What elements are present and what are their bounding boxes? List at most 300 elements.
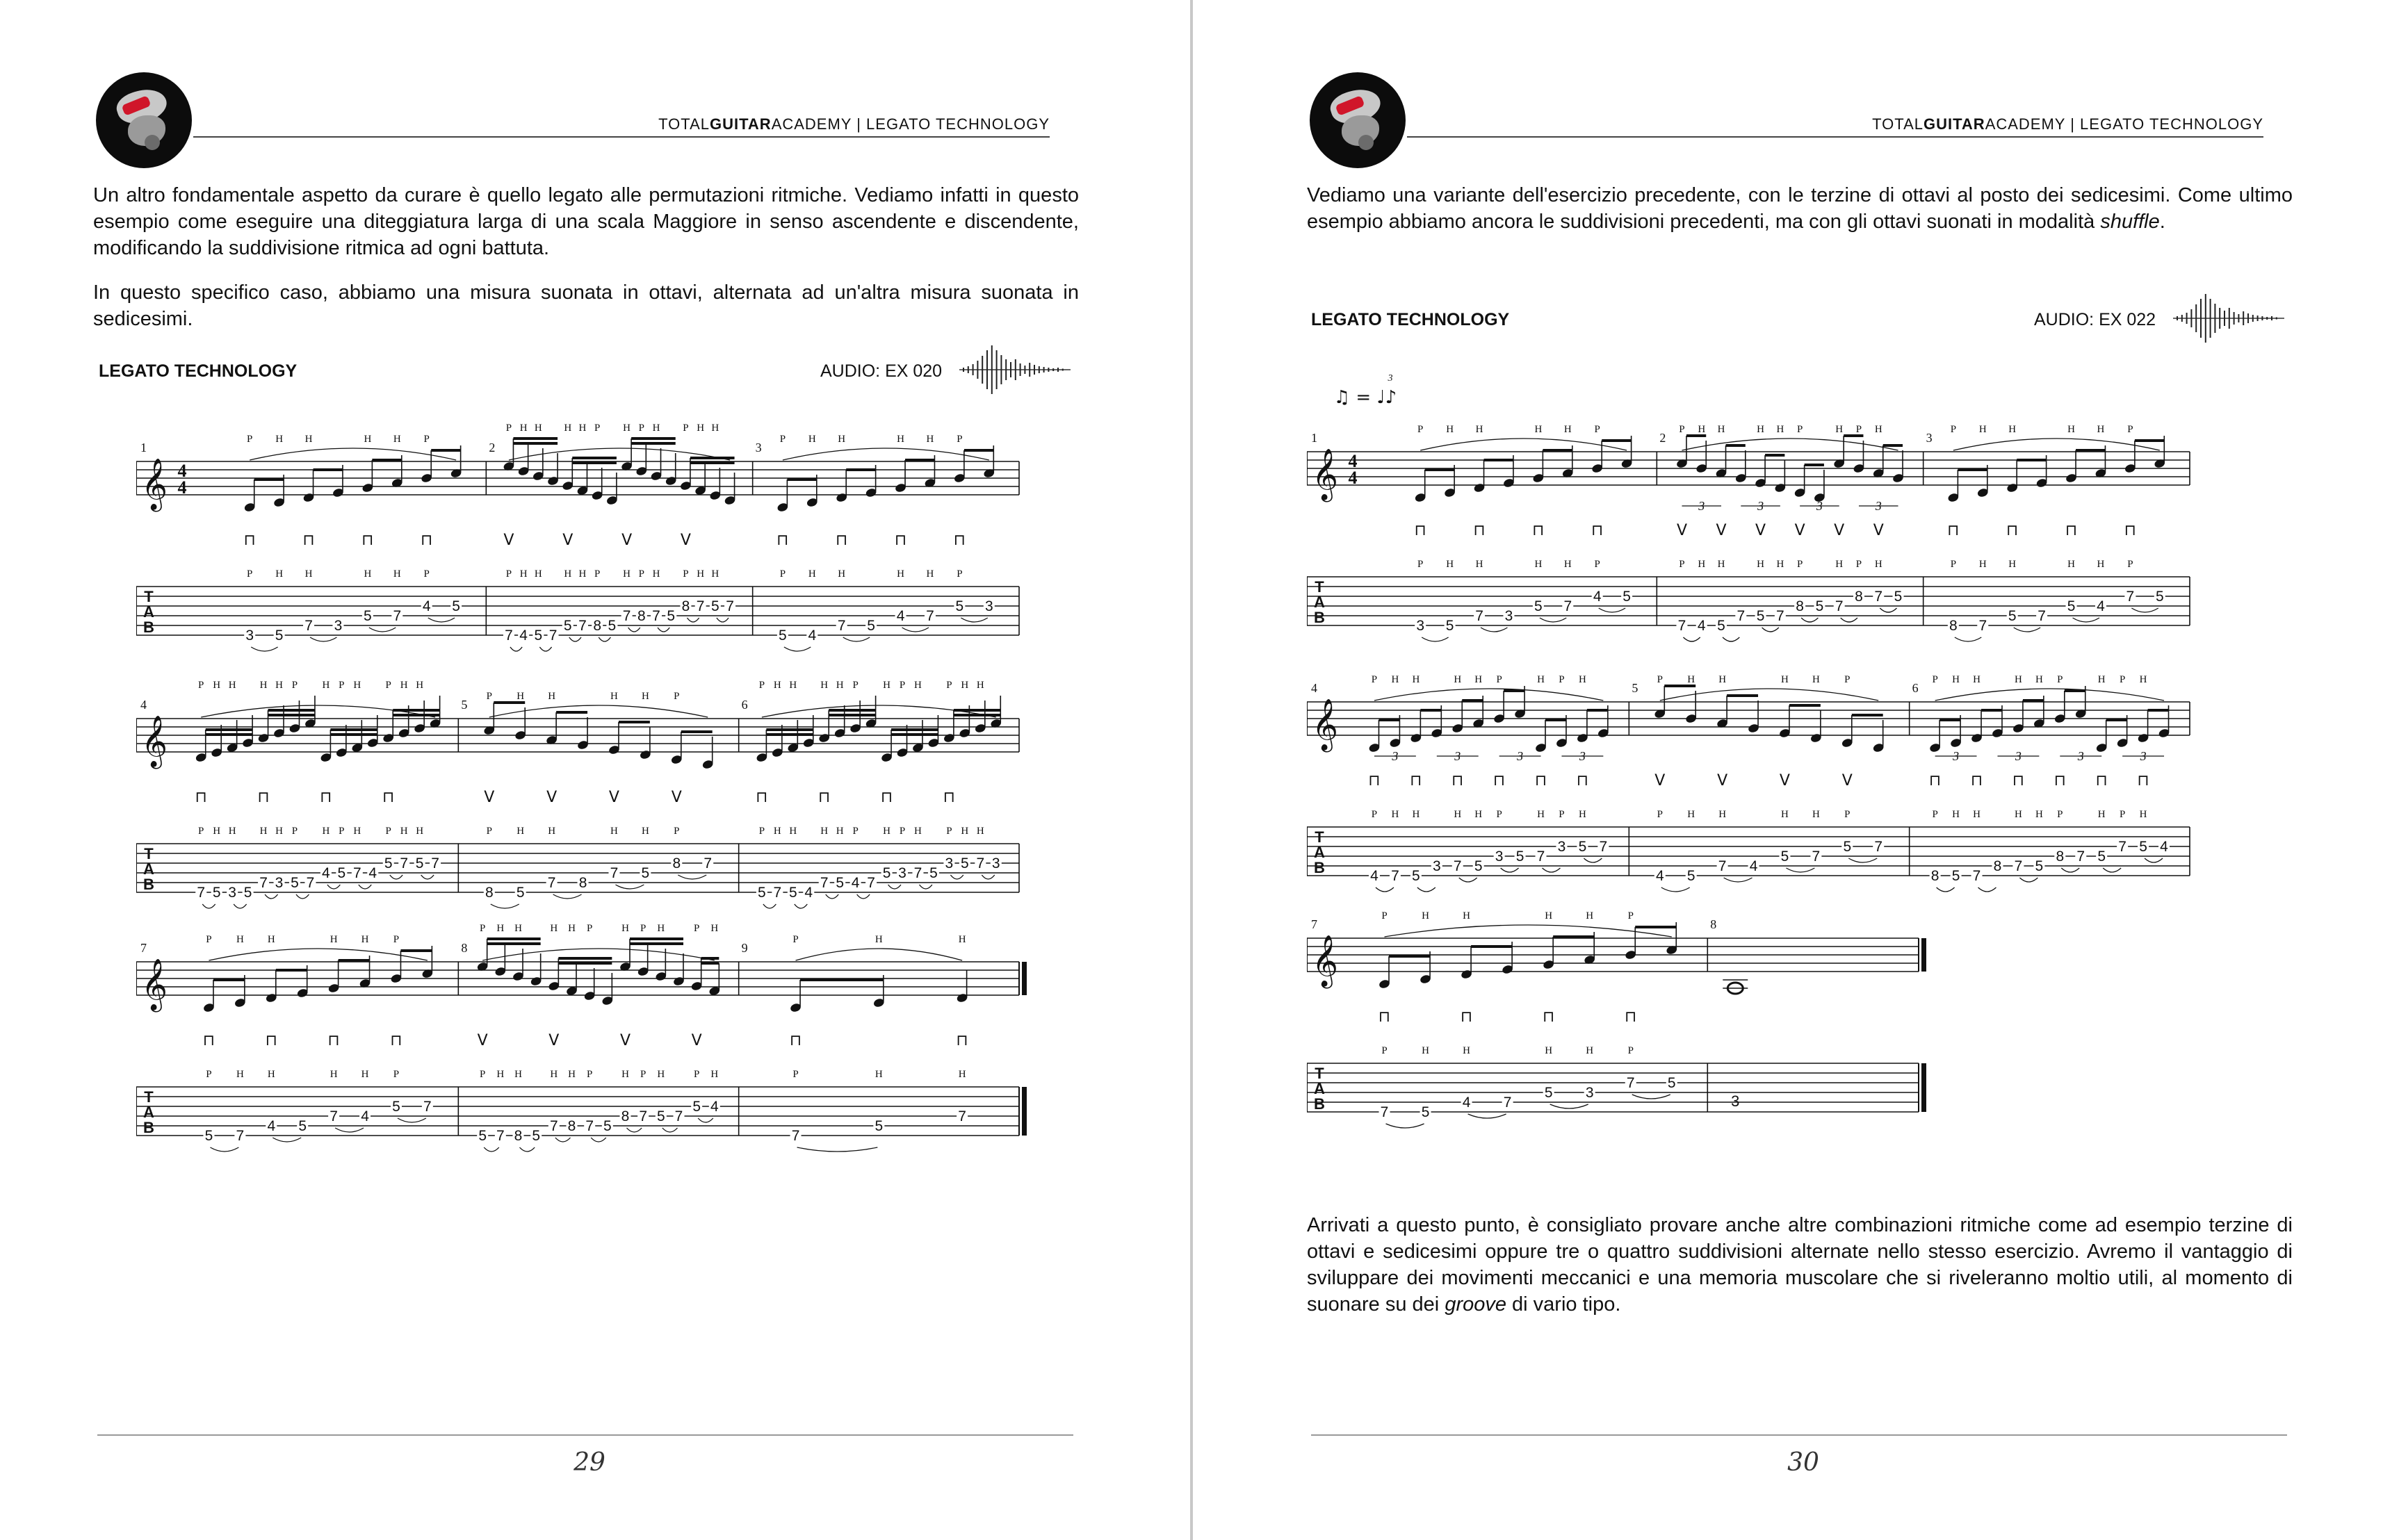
pick-stroke: ⊓: [390, 1032, 402, 1049]
legato-mark: H: [568, 923, 576, 934]
legato-mark: H: [1412, 809, 1420, 820]
legato-mark: H: [836, 680, 844, 691]
slur: [2103, 868, 2121, 872]
legato-mark: H: [2008, 424, 2017, 435]
slur: [398, 1118, 426, 1122]
legato-mark: H: [2097, 809, 2106, 820]
pick-stroke: V: [1716, 522, 1727, 539]
tab-fret-number: 7: [1391, 868, 1399, 884]
measure-number: 8: [461, 941, 468, 955]
legato-mark: P: [1496, 809, 1502, 820]
legato-mark: P: [1932, 674, 1938, 685]
legato-mark: H: [322, 826, 330, 837]
pick-stroke: ⊓: [2012, 772, 2025, 789]
legato-mark: P: [505, 423, 512, 434]
tab-fret-number: 5: [1815, 598, 1824, 614]
legato-mark: H: [1812, 674, 1820, 685]
tab-fret-number: 7: [2118, 839, 2126, 855]
legato-mark: H: [1537, 674, 1545, 685]
legato-mark: H: [1563, 424, 1572, 435]
slur: [520, 1147, 535, 1152]
legato-mark: H: [1586, 1045, 1594, 1056]
legato-mark: P: [339, 680, 345, 691]
legato-mark: H: [914, 680, 922, 691]
tab-fret-number: 7: [578, 618, 587, 634]
legato-mark: H: [883, 826, 890, 837]
legato-mark: H: [1475, 424, 1483, 435]
legato-mark: H: [517, 691, 525, 702]
legato-mark: P: [640, 923, 646, 934]
legato-mark: P: [1950, 559, 1957, 570]
header-rule: [1407, 136, 2263, 138]
legato-mark: P: [899, 826, 906, 837]
tab-fret-number: 7: [1874, 589, 1883, 605]
example-title: LEGATO TECHNOLOGY: [1311, 310, 1510, 329]
legato-mark: P: [1417, 559, 1424, 570]
slur: [919, 885, 932, 889]
slur: [369, 628, 396, 632]
legato-mark: H: [1973, 809, 1981, 820]
pick-stroke: ⊓: [2124, 522, 2136, 539]
legato-mark: P: [479, 1069, 486, 1080]
legato-mark: H: [1474, 809, 1483, 820]
tab-fret-number: 8: [1855, 589, 1863, 605]
treble-clef: 𝄞: [1312, 449, 1338, 500]
tab-fret-number: 4: [422, 598, 431, 614]
legato-mark: H: [519, 423, 528, 434]
legato-mark: H: [1718, 674, 1727, 685]
legato-mark: H: [1781, 674, 1789, 685]
phrase-slur: [1953, 439, 2160, 450]
legato-mark: P: [957, 434, 963, 445]
pick-stroke: ⊓: [421, 532, 433, 549]
legato-mark: P: [393, 934, 400, 945]
legato-mark: H: [228, 826, 236, 837]
legato-mark: H: [228, 680, 236, 691]
legato-mark: H: [838, 434, 846, 445]
tab-fret-number: 5: [516, 885, 525, 901]
tab-fret-number: 7: [791, 1128, 800, 1144]
pick-stroke: V: [691, 1032, 702, 1049]
legato-mark: H: [564, 423, 572, 434]
running-header: TOTALGUITARACADEMY | LEGATO TECHNOLOGY: [658, 115, 1050, 133]
slur: [784, 647, 811, 651]
legato-mark: H: [1698, 424, 1706, 435]
legato-mark: P: [291, 680, 298, 691]
tab-fret-number: 7: [1536, 849, 1545, 865]
tab-fret-number: 5: [2139, 839, 2147, 855]
tab-fret-number: 5: [337, 865, 346, 881]
legato-mark: H: [1563, 559, 1572, 570]
tab-fret-number: 5: [384, 855, 393, 871]
tab-fret-number: 4: [1593, 589, 1602, 605]
slur: [1481, 628, 1507, 632]
time-signature-top: 4: [177, 461, 187, 481]
legato-mark: H: [364, 568, 372, 580]
legato-mark: P: [946, 826, 952, 837]
tab-fret-number: 7: [259, 875, 268, 891]
legato-mark: H: [1978, 424, 1987, 435]
tab-fret-number: 4: [368, 865, 377, 881]
left-page: [0, 0, 1190, 1540]
slur: [1848, 858, 1877, 862]
audio-waveform-icon[interactable]: [2173, 292, 2284, 345]
tab-fret-number: 5: [1894, 589, 1903, 605]
legato-mark: H: [1776, 559, 1784, 570]
pick-stroke: ⊓: [1532, 522, 1545, 539]
slur: [428, 618, 455, 622]
legato-mark: H: [1422, 910, 1429, 921]
legato-mark: H: [1835, 559, 1844, 570]
pick-stroke: ⊓: [1625, 1008, 1637, 1026]
final-barline: [1921, 1063, 1926, 1112]
slur: [553, 894, 582, 899]
paragraph-detail: In questo specifico caso, abbiamo una misura suonata in ottavi, alternata ad un'altra misura suonata in sedicesimi.: [93, 281, 1079, 330]
legato-mark: H: [514, 1069, 522, 1080]
legato-mark: H: [641, 691, 649, 702]
pick-stroke: V: [484, 789, 495, 806]
slur: [1683, 637, 1700, 641]
legato-mark: P: [1679, 559, 1685, 570]
legato-mark: H: [711, 568, 719, 580]
pick-stroke: ⊓: [756, 789, 768, 806]
slur: [1955, 637, 1981, 641]
tab-fret-number: 4: [1462, 1095, 1471, 1111]
treble-clef: 𝄞: [141, 459, 168, 510]
slur: [591, 1138, 606, 1142]
tab-fret-number: 7: [431, 855, 439, 871]
slur: [2014, 628, 2040, 632]
tab-fret-number: 7: [393, 608, 402, 624]
legato-mark: H: [1446, 559, 1454, 570]
tab-fret-number: 5: [1622, 589, 1631, 605]
legato-mark: P: [2119, 809, 2126, 820]
measure-number: 7: [1311, 917, 1317, 931]
tab-fret-number: 7: [773, 885, 782, 901]
time-signature-bottom: 4: [1348, 468, 1358, 488]
tab-letter-t: T: [1315, 578, 1324, 596]
tab-fret-number: 7: [197, 885, 206, 901]
pick-stroke: ⊓: [257, 789, 270, 806]
measure-number: 6: [1912, 681, 1919, 695]
tab-fret-number: 3: [984, 598, 993, 614]
slur: [961, 618, 987, 622]
tab-letter-a: A: [143, 603, 154, 621]
tab-fret-number: 4: [2097, 598, 2105, 614]
legato-mark: H: [514, 923, 522, 934]
tab-letter-a: A: [1314, 844, 1325, 861]
tab-fret-number: 3: [1416, 618, 1425, 634]
pick-stroke: ⊓: [956, 1032, 968, 1049]
legato-mark: P: [505, 568, 512, 580]
tab-fret-number: 5: [1780, 849, 1789, 865]
legato-mark: P: [1559, 809, 1565, 820]
legato-mark: P: [1932, 809, 1938, 820]
legato-mark: H: [610, 691, 618, 702]
tab-fret-number: 3: [1432, 858, 1441, 874]
slur: [843, 637, 870, 641]
legato-mark: H: [2139, 809, 2147, 820]
tab-fret-number: 7: [304, 618, 313, 634]
legato-mark: H: [322, 680, 330, 691]
slur: [857, 894, 870, 899]
slur: [950, 875, 963, 879]
legato-mark: H: [820, 826, 829, 837]
tab-fret-number: 5: [563, 618, 572, 634]
tab-fret-number: 7: [505, 628, 513, 644]
slur: [2145, 858, 2163, 862]
tab-fret-number: 5: [882, 865, 891, 881]
legato-mark: H: [1475, 559, 1483, 570]
notation-system: [1307, 424, 2190, 641]
legato-mark: P: [1796, 559, 1803, 570]
legato-mark: H: [2014, 809, 2022, 820]
slur: [888, 885, 901, 889]
legato-mark: H: [304, 568, 313, 580]
legato-mark: H: [564, 568, 572, 580]
tab-letter-b: B: [1314, 1095, 1325, 1113]
pick-stroke: V: [503, 532, 514, 549]
tab-fret-number: 4: [1749, 858, 1758, 874]
legato-mark: H: [1534, 424, 1543, 435]
pick-stroke: V: [608, 789, 619, 806]
tab-fret-number: 7: [1835, 598, 1844, 614]
music-notation-right: [1307, 368, 2294, 1133]
legato-mark: H: [1973, 674, 1981, 685]
tab-fret-number: 7: [726, 598, 734, 614]
pick-stroke: ⊓: [1414, 522, 1426, 539]
running-header: TOTALGUITARACADEMY | LEGATO TECHNOLOGY: [1872, 115, 2263, 133]
legato-mark: P: [1844, 809, 1851, 820]
tab-fret-number: 7: [652, 608, 660, 624]
tab-fret-number: 5: [204, 1128, 213, 1144]
tab-fret-number: 3: [898, 865, 906, 881]
tab-fret-number: 7: [2014, 858, 2023, 874]
pick-stroke: ⊓: [1451, 772, 1464, 789]
legato-mark: H: [1474, 674, 1483, 685]
legato-mark: H: [657, 923, 665, 934]
tab-letter-t: T: [1315, 1065, 1324, 1082]
triplet-number: 3: [1698, 499, 1705, 513]
tab-fret-number: 8: [578, 875, 587, 891]
legato-mark: H: [1757, 559, 1765, 570]
academy-logo: [96, 72, 192, 168]
pick-stroke: V: [1755, 522, 1766, 539]
legato-mark: P: [486, 826, 492, 837]
pick-stroke: V: [1779, 772, 1790, 789]
tab-fret-number: 4: [519, 628, 528, 644]
legato-mark: H: [697, 423, 705, 434]
pick-stroke: ⊓: [1493, 772, 1506, 789]
pick-stroke: ⊓: [894, 532, 907, 549]
tab-fret-number: 5: [2035, 858, 2044, 874]
legato-mark: H: [875, 1069, 883, 1080]
tab-fret-number: 3: [1504, 608, 1513, 624]
tab-fret-number: 7: [622, 608, 631, 624]
tab-fret-number: 3: [275, 875, 284, 891]
slur: [1376, 887, 1394, 892]
measure-number: 8: [1710, 917, 1717, 931]
legato-mark: H: [1578, 809, 1586, 820]
tab-fret-number: 7: [1677, 618, 1686, 634]
pick-stroke: V: [1717, 772, 1728, 789]
slur: [421, 875, 434, 879]
legato-mark: H: [353, 680, 361, 691]
legato-mark: H: [213, 680, 221, 691]
pick-stroke: ⊓: [1591, 522, 1604, 539]
legato-mark: H: [1718, 809, 1727, 820]
legato-mark: H: [1781, 809, 1789, 820]
slur: [763, 904, 776, 908]
audio-label: AUDIO: EX 022: [2034, 310, 2156, 329]
legato-mark: H: [623, 568, 631, 580]
slur: [484, 1147, 499, 1152]
legato-mark: P: [586, 923, 593, 934]
legato-mark: H: [958, 934, 966, 945]
legato-mark: H: [958, 1069, 966, 1080]
slur: [698, 1118, 713, 1122]
tab-fret-number: 5: [656, 1108, 665, 1124]
slur: [569, 637, 581, 641]
tab-fret-number: 5: [1421, 1104, 1430, 1120]
legato-mark: H: [1412, 674, 1420, 685]
slur: [615, 885, 644, 889]
slur: [2061, 868, 2079, 872]
tab-fret-number: 7: [549, 1118, 558, 1134]
pick-stroke: ⊓: [320, 789, 332, 806]
triplet-number: 3: [1875, 499, 1882, 513]
pick-stroke: ⊓: [1410, 772, 1422, 789]
tab-fret-number: 7: [976, 855, 985, 871]
legato-mark: H: [710, 1069, 719, 1080]
legato-mark: P: [1417, 424, 1424, 435]
legato-mark: H: [275, 826, 283, 837]
pick-stroke: ⊓: [1543, 1008, 1555, 1026]
tab-fret-number: 7: [496, 1128, 505, 1144]
phrase-slur: [250, 448, 456, 460]
legato-mark: H: [875, 934, 883, 945]
slur: [662, 1128, 678, 1132]
tab-fret-number: 8: [2056, 849, 2065, 865]
legato-mark: P: [1844, 674, 1851, 685]
legato-mark: P: [594, 568, 601, 580]
tab-fret-number: 5: [298, 1118, 307, 1134]
slur: [2073, 618, 2099, 622]
pick-stroke: ⊓: [836, 532, 848, 549]
slur: [1937, 887, 1955, 892]
legato-mark: H: [926, 568, 934, 580]
legato-mark: H: [275, 680, 283, 691]
tab-fret-number: 5: [1534, 598, 1543, 614]
legato-mark: P: [486, 691, 492, 702]
legato-mark: H: [961, 680, 969, 691]
audio-waveform-icon[interactable]: [959, 343, 1071, 396]
legato-mark: H: [621, 923, 629, 934]
music-notation-left: [136, 420, 1043, 1163]
tab-fret-number: 5: [392, 1099, 400, 1115]
tab-letter-a: A: [143, 1104, 154, 1121]
tab-fret-number: 7: [236, 1128, 245, 1144]
slur: [1762, 628, 1779, 632]
tab-fret-number: 5: [1578, 839, 1587, 855]
legato-mark: H: [914, 826, 922, 837]
legato-mark: P: [1627, 910, 1634, 921]
legato-mark: H: [400, 826, 408, 837]
slur: [1599, 608, 1625, 612]
final-barline: [1921, 938, 1926, 972]
legato-mark: P: [1371, 674, 1378, 685]
legato-mark: H: [1422, 1045, 1429, 1056]
tab-fret-number: 5: [1515, 849, 1524, 865]
slur: [273, 1138, 301, 1142]
slur: [658, 628, 669, 632]
tab-fret-number: 5: [1843, 839, 1852, 855]
tab-fret-number: 5: [2155, 589, 2164, 605]
legato-mark: P: [247, 568, 253, 580]
slur: [1978, 887, 1996, 892]
legato-mark: P: [586, 1069, 593, 1080]
slur: [555, 1138, 571, 1142]
slur: [265, 894, 277, 899]
pick-stroke: V: [619, 1032, 631, 1049]
slur: [687, 618, 699, 622]
legato-mark: H: [773, 680, 781, 691]
tab-fret-number: 5: [1474, 858, 1483, 874]
triplet-number: 3: [1392, 749, 1399, 763]
tab-fret-number: 5: [452, 598, 460, 614]
tab-fret-number: 5: [779, 628, 787, 644]
pick-stroke: ⊓: [382, 789, 395, 806]
tab-fret-number: 4: [710, 1099, 719, 1115]
legato-mark: P: [198, 826, 204, 837]
pick-stroke: ⊓: [880, 789, 893, 806]
measure-number: 3: [755, 441, 762, 454]
legato-mark: P: [1796, 424, 1803, 435]
treble-clef: 𝄞: [1312, 699, 1338, 751]
legato-mark: H: [1454, 674, 1462, 685]
slur: [1543, 868, 1561, 872]
tab-fret-number: 5: [2067, 598, 2076, 614]
legato-mark: H: [534, 568, 542, 580]
legato-mark: H: [2097, 559, 2105, 570]
legato-mark: H: [236, 934, 244, 945]
legato-mark: H: [897, 434, 904, 445]
tab-fret-number: 8: [1993, 858, 2002, 874]
tab-letter-a: A: [143, 860, 154, 878]
legato-mark: H: [364, 434, 372, 445]
tab-fret-number: 7: [1776, 608, 1784, 624]
tab-letter-b: B: [1314, 609, 1325, 626]
legato-mark: H: [2139, 674, 2147, 685]
legato-mark: H: [621, 1069, 629, 1080]
legato-mark: H: [1537, 809, 1545, 820]
legato-mark: H: [1717, 559, 1725, 570]
slur: [359, 885, 371, 889]
tab-fret-number: 7: [1978, 618, 1987, 634]
tab-fret-number: 5: [2008, 608, 2017, 624]
tab-fret-number: 7: [1380, 1104, 1389, 1120]
pick-stroke: V: [680, 532, 691, 549]
paragraph-variant: Vediamo una variante dell'esercizio precedente, con le terzine di ottavi al posto dei sedicesimi. Come ultimo esempio abbiamo ancora le suddivisioni precedenti, ma con gli ottavi suonati in modalità shuffle.: [1307, 184, 2293, 233]
tab-fret-number: 7: [548, 628, 558, 644]
tab-fret-number: 3: [228, 885, 236, 901]
measure-number: 4: [140, 698, 147, 712]
slur: [599, 637, 610, 641]
pick-stroke: ⊓: [265, 1032, 277, 1049]
tab-fret-number: 5: [1445, 618, 1454, 634]
tab-fret-number: 5: [608, 618, 617, 634]
pick-stroke: ⊓: [1947, 522, 1960, 539]
